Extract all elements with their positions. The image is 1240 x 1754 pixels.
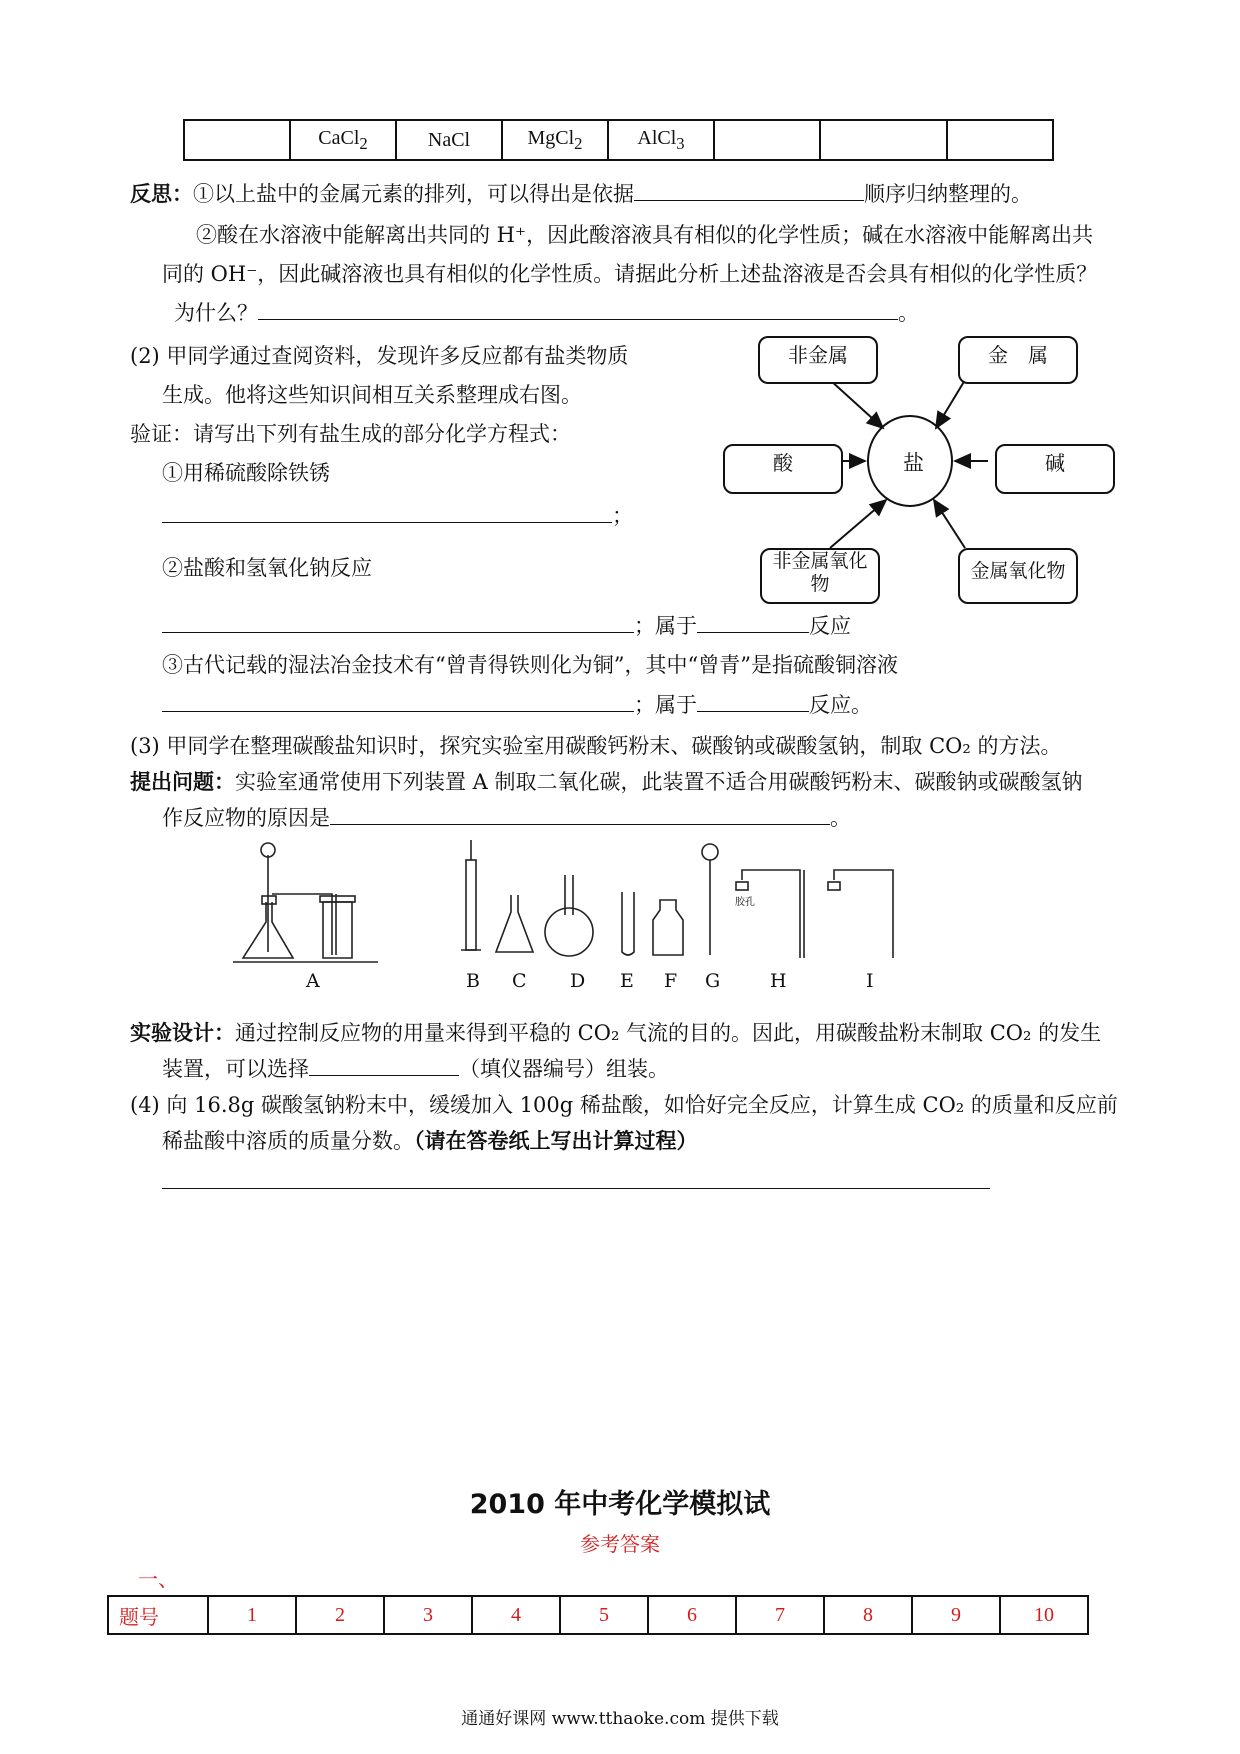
salt-cell	[184, 120, 290, 160]
apparatus-label-g: G	[705, 970, 721, 992]
apparatus-c	[496, 895, 533, 952]
design-line-1: 实验设计：通过控制反应物的用量来得到平稳的 CO₂ 气流的目的。因此，用碳酸盐粉末制取 CO₂ 的发生	[130, 1020, 1102, 1045]
part2-line-2: 生成。他将这些知识间相互关系整理成右图。	[162, 383, 582, 407]
stopper-label: 胶孔	[735, 897, 755, 908]
part3-question-line-2: 作反应物的原因是 。	[162, 802, 851, 832]
apparatus-g	[702, 844, 718, 955]
answer-section-label: 一、	[138, 1567, 178, 1591]
salt-cell	[820, 120, 947, 160]
apparatus-d	[545, 875, 593, 956]
box-metal: 金 属	[958, 336, 1078, 384]
salt-cell-nacl: NaCl	[396, 120, 502, 160]
salt-cell	[714, 120, 820, 160]
answer-line-1: ；	[162, 500, 633, 530]
reflection-line-3: 同的 OH⁻，因此碱溶液也具有相似的化学性质。请据此分析上述盐溶液是否会具有相似的化学性质？	[162, 262, 1098, 286]
answer-header-cell: 2	[296, 1596, 384, 1634]
apparatus-label-b: B	[466, 970, 480, 992]
part3-line-1: (3) 甲同学在整理碳酸盐知识时，探究实验室用碳酸钙粉末、碳酸钠或碳酸氢钠，制取 CO₂ 的方法。	[130, 734, 1062, 758]
answer-header-cell: 5	[560, 1596, 648, 1634]
apparatus-label-i: I	[866, 970, 874, 992]
answer-line-3: ；属于 反应。	[162, 689, 872, 719]
part2-item-2: ②盐酸和氢氧化钠反应	[162, 556, 372, 580]
part2-line-1: (2) 甲同学通过查阅资料，发现许多反应都有盐类物质	[130, 344, 629, 368]
answer-line-2: ；属于 反应	[162, 610, 851, 640]
box-nonmetal-oxide: 非金属氧化 物	[760, 548, 880, 604]
apparatus-e	[622, 892, 634, 955]
arrow-metal-oxide	[934, 500, 965, 548]
box-acid: 酸	[723, 444, 843, 494]
part4-line-2: 稀盐酸中溶质的质量分数。（请在答卷纸上写出计算过程）	[162, 1128, 698, 1153]
answer-header-cell: 9	[912, 1596, 1000, 1634]
apparatus-label-e: E	[620, 970, 634, 992]
answer-header-cell: 6	[648, 1596, 736, 1634]
salt-cell-mgcl2: MgCl$_2$	[502, 120, 608, 160]
apparatus-f	[653, 900, 683, 955]
part2-item-1: ①用稀硫酸除铁锈	[162, 461, 330, 485]
answer-subtitle: 参考答案	[580, 1532, 660, 1556]
part4-line-1: (4) 向 16.8g 碳酸氢钠粉末中，缓缓加入 100g 稀盐酸，如恰好完全反应，计算生成 CO₂ 的质量和反应前	[130, 1093, 1118, 1117]
answer-header-cell: 10	[1000, 1596, 1088, 1634]
reflection-line-4: 为什么？ 。	[174, 297, 919, 327]
apparatus-i	[828, 870, 893, 958]
salt-table	[183, 119, 1054, 161]
box-metal-oxide: 金属氧化物	[958, 548, 1078, 604]
reflection-line-2: ②酸在水溶液中能解离出共同的 H⁺，因此酸溶液具有相似的化学性质；碱在水溶液中能解离出共	[196, 223, 1094, 247]
calculation-line	[162, 1188, 990, 1189]
design-line-2: 装置，可以选择 （填仪器编号）组装。	[162, 1053, 669, 1083]
answer-header-cell: 8	[824, 1596, 912, 1634]
part2-item-3: ③古代记载的湿法冶金技术有“曾青得铁则化为铜”，其中“曾青”是指硫酸铜溶液	[162, 653, 898, 677]
apparatus-label-f: F	[664, 970, 678, 992]
reflection-line-1: 反思：①以上盐中的金属元素的排列，可以得出是依据 顺序归纳整理的。	[130, 178, 1032, 208]
answer-table-header	[108, 1596, 1088, 1634]
apparatus-a	[233, 843, 378, 962]
footer-text: 通通好课网 www.tthaoke.com 提供下载	[461, 1709, 779, 1729]
answer-title: 2010 年中考化学模拟试	[469, 1489, 771, 1520]
apparatus-b	[461, 840, 481, 950]
apparatus-label-h: H	[770, 970, 787, 992]
apparatus-h	[736, 870, 804, 958]
apparatus-label-c: C	[512, 970, 527, 992]
salt-cell-alcl3: AlCl$_3$	[608, 120, 714, 160]
arrow-nonmetal	[830, 380, 883, 428]
answer-header-cell: 7	[736, 1596, 824, 1634]
arrow-metal	[936, 380, 965, 428]
answer-header-cell: 4	[472, 1596, 560, 1634]
diagram-center-label: 盐	[903, 451, 924, 475]
part3-question: 提出问题：实验室通常使用下列装置 A 制取二氧化碳，此装置不适合用碳酸钙粉末、碳酸钠或碳酸氢钠	[130, 769, 1083, 794]
answer-table	[107, 1595, 1089, 1635]
box-nonmetal: 非金属	[758, 336, 878, 384]
salt-cell	[947, 120, 1053, 160]
part2-verify: 验证：请写出下列有盐生成的部分化学方程式：	[130, 422, 571, 446]
box-base: 碱	[995, 444, 1115, 494]
apparatus-label-a: A	[306, 970, 320, 992]
apparatus-figure	[228, 840, 928, 965]
arrow-nonmetal-oxide	[830, 500, 886, 548]
answer-header-cell: 1	[208, 1596, 296, 1634]
answer-header-cell: 题号	[108, 1596, 208, 1634]
answer-header-cell: 3	[384, 1596, 472, 1634]
salt-cell-cacl2: CaCl$_2$	[290, 120, 396, 160]
apparatus-label-d: D	[570, 970, 586, 992]
